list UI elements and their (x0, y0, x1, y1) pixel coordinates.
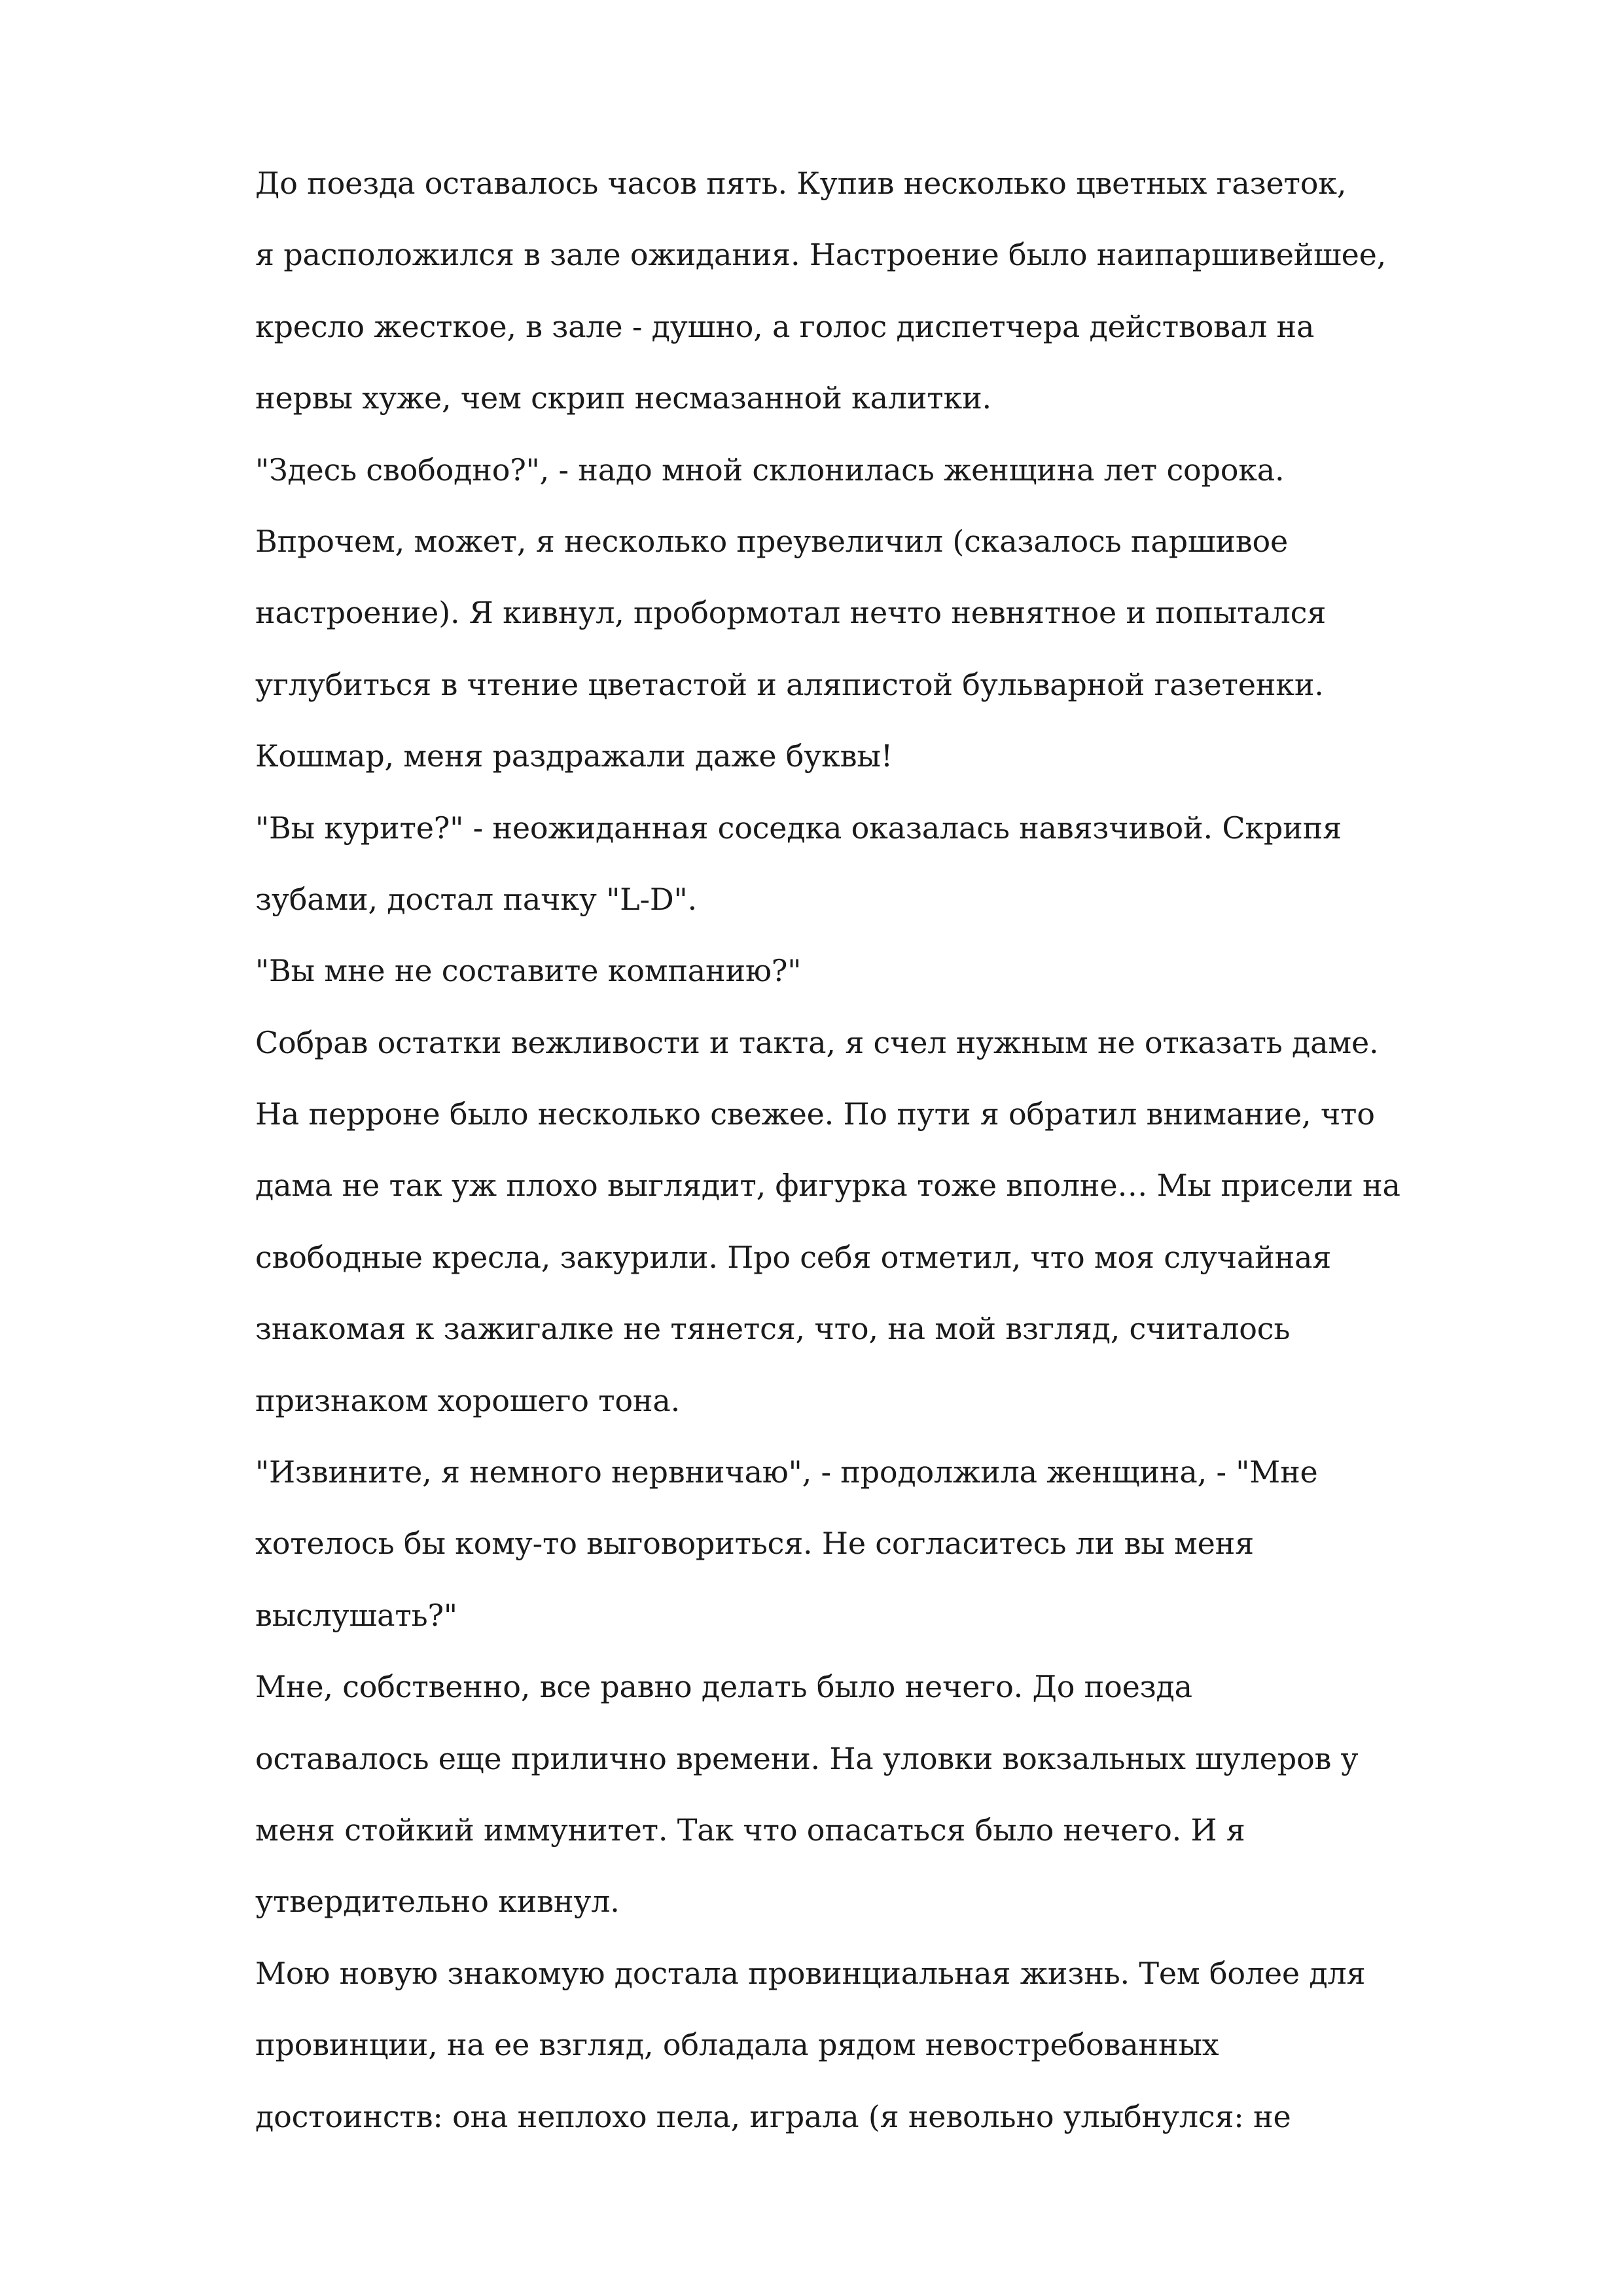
text-line: Мою новую знакомую достала провинциальная жизнь. Тем более для (255, 1955, 1366, 1991)
text-line: настроение). Я кивнул, пробормотал нечто невнятное и попытался (255, 595, 1327, 631)
text-line: признаком хорошего тона. (255, 1382, 681, 1418)
body-text (255, 148, 1400, 2153)
text-line: "Здесь свободно?", - надо мной склонилась женщина лет сорока. (255, 452, 1285, 488)
text-line: Собрав остатки вежливости и такта, я счел нужным не отказать даме. (255, 1024, 1379, 1060)
text-line: До поезда оставалось часов пять. Купив несколько цветных газеток, (255, 166, 1347, 201)
text-line: дама не так уж плохо выглядит, фигурка тоже вполне… Мы присели на (255, 1168, 1400, 1204)
text-line: достоинств: она неплохо пела, играла (я невольно улыбнулся: не (255, 2098, 1291, 2134)
text-line: провинции, на ее взгляд, обладала рядом невостребованных (255, 2027, 1219, 2063)
text-line: свободные кресла, закурили. Про себя отметил, что моя случайная (255, 1239, 1332, 1275)
text-line: знакомая к зажигалке не тянется, что, на мой взгляд, считалось (255, 1311, 1291, 1347)
text-line: зубами, достал пачку "L-D". (255, 881, 697, 917)
text-line: "Вы мне не составите компанию?" (255, 953, 802, 989)
text-line: кресло жесткое, в зале - душно, а голос диспетчера действовал на (255, 308, 1315, 344)
text-line: хотелось бы кому-то выговориться. Не согласитесь ли вы меня (255, 1526, 1254, 1562)
text-line: "Извините, я немного нервничаю", - продолжила женщина, - "Мне (255, 1454, 1318, 1490)
text-line: я расположился в зале ожидания. Настроение было наипаршивейшее, (255, 237, 1387, 273)
text-line: Кошмар, меня раздражали даже буквы! (255, 738, 893, 774)
text-line: углубиться в чтение цветастой и аляпистой бульварной газетенки. (255, 666, 1324, 702)
text-line: меня стойкий иммунитет. Так что опасаться было нечего. И я (255, 1812, 1245, 1848)
text-line: Мне, собственно, все равно делать было нечего. До поезда (255, 1669, 1192, 1705)
text-line: "Вы курите?" - неожиданная соседка оказалась навязчивой. Скрипя (255, 810, 1342, 846)
text-line: выслушать?" (255, 1597, 457, 1633)
text-line: оставалось еще прилично времени. На уловки вокзальных шулеров у (255, 1740, 1359, 1776)
text-line: На перроне было несколько свежее. По пути я обратил внимание, что (255, 1096, 1375, 1132)
text-line: утвердительно кивнул. (255, 1884, 620, 1920)
text-line: нервы хуже, чем скрип несмазанной калитки. (255, 380, 991, 416)
text-line: Впрочем, может, я несколько преувеличил (сказалось паршивое (255, 523, 1289, 559)
